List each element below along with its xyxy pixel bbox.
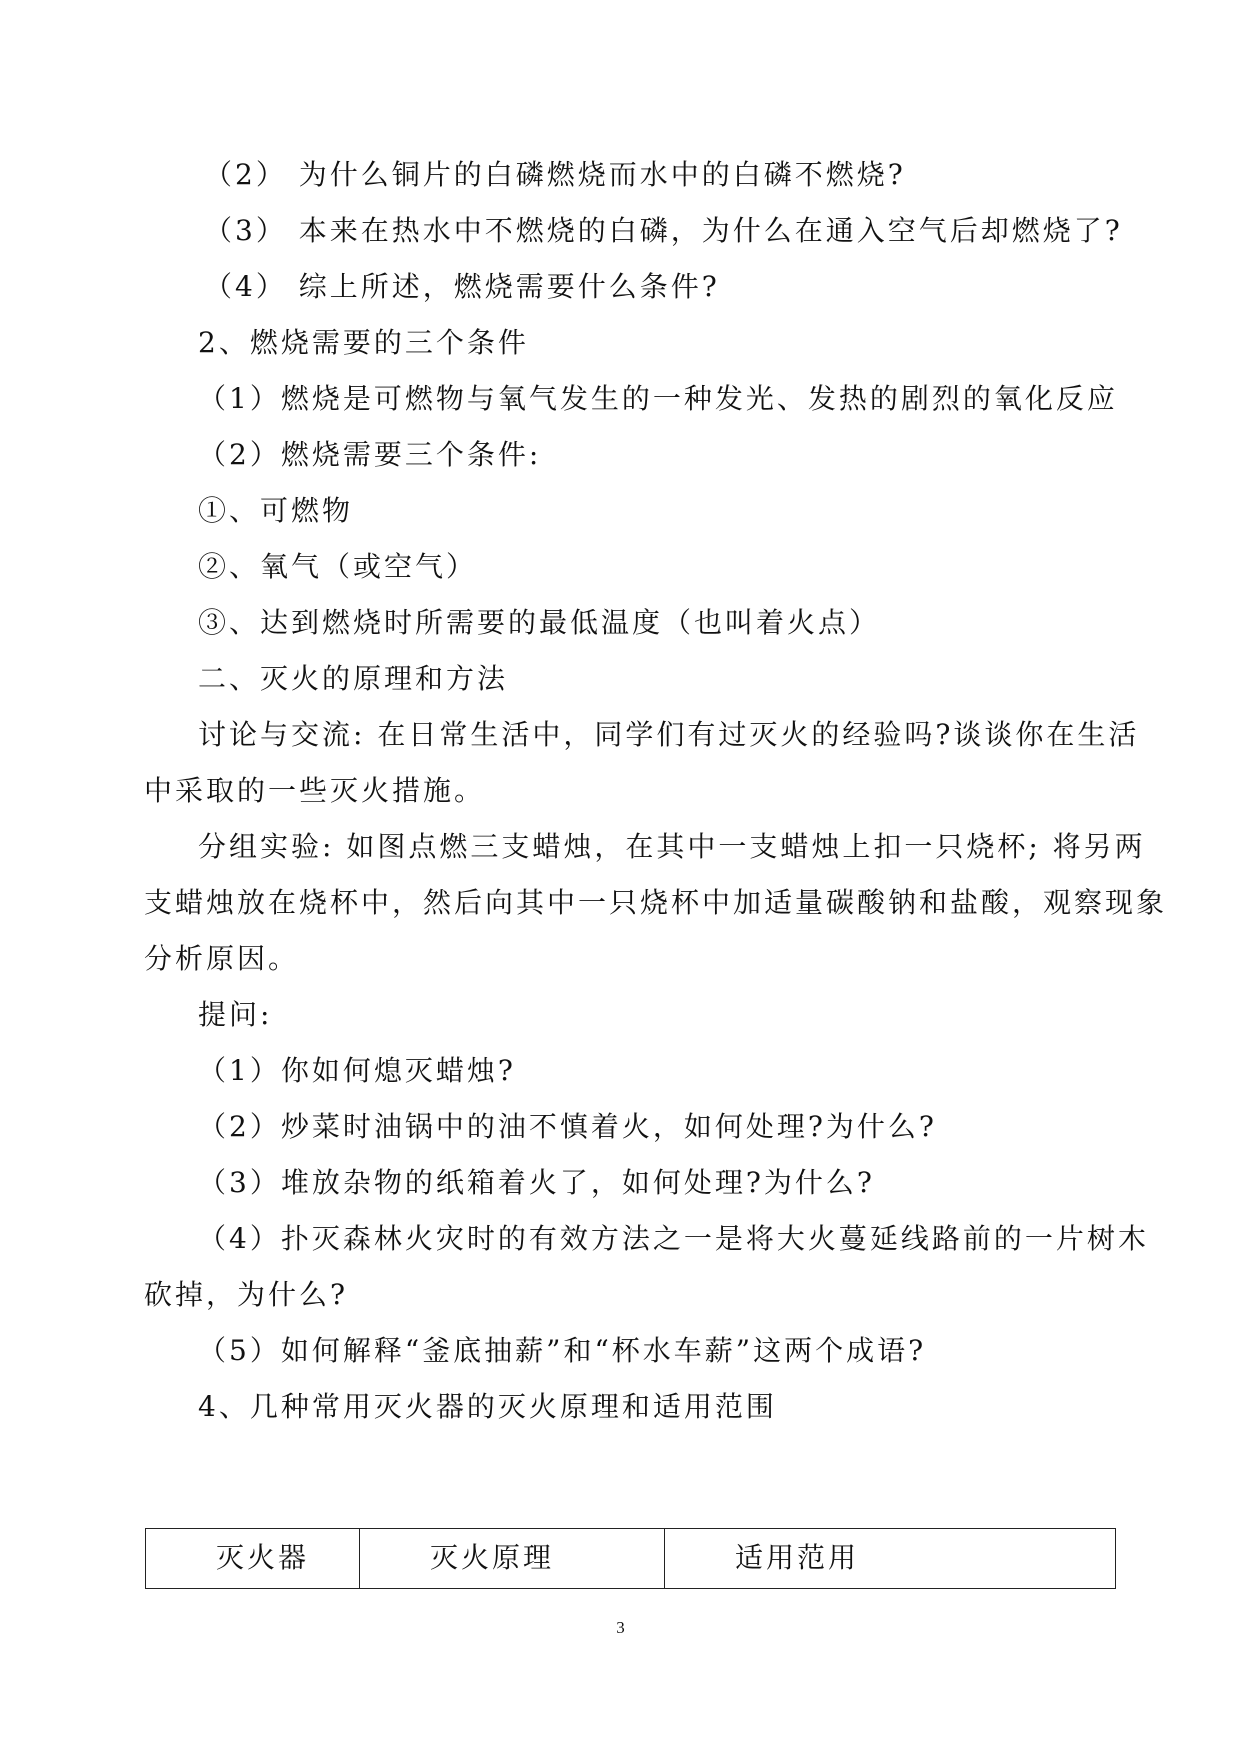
- table-header-cell: [146, 1529, 360, 1588]
- ask-4-line-2: 砍掉，为什么?: [144, 1278, 349, 1311]
- ask-4-line-1: （4）扑灭森林火灾时的有效方法之一是将大火蔓延线路前的一片树木: [198, 1222, 1149, 1255]
- header-principle: 灭火原理: [430, 1541, 555, 1574]
- table-header-cell: [665, 1529, 1115, 1588]
- extinguisher-table: [145, 1528, 1116, 1589]
- definition-combustion: （1）燃烧是可燃物与氧气发生的一种发光、发热的剧烈的氧化反应: [198, 382, 1118, 415]
- question-2: （2） 为什么铜片的白磷燃烧而水中的白磷不燃烧?: [204, 158, 906, 191]
- section-heading-conditions: 2、燃烧需要的三个条件: [198, 326, 529, 359]
- condition-1: ①、可燃物: [198, 494, 354, 527]
- conditions-intro: （2）燃烧需要三个条件:: [198, 438, 542, 471]
- header-scope: 适用范用: [735, 1541, 860, 1574]
- discussion-line-2: 中采取的一些灭火措施。: [144, 774, 486, 807]
- condition-2: ②、氧气（或空气）: [198, 550, 478, 583]
- section-heading-extinguish: 二、灭火的原理和方法: [198, 662, 509, 695]
- ask-2: （2）炒菜时油锅中的油不慎着火，如何处理?为什么?: [198, 1110, 937, 1143]
- questions-heading: 提问:: [198, 998, 273, 1031]
- section-heading-extinguishers: 4、几种常用灭火器的灭火原理和适用范围: [198, 1390, 777, 1423]
- experiment-line-2: 支蜡烛放在烧杯中，然后向其中一只烧杯中加适量碳酸钠和盐酸，观察现象: [144, 886, 1168, 919]
- table-header-cell: [360, 1529, 665, 1588]
- question-4: （4） 综上所述，燃烧需要什么条件?: [204, 270, 720, 303]
- question-3: （3） 本来在热水中不燃烧的白磷，为什么在通入空气后却燃烧了?: [204, 214, 1123, 247]
- ask-3: （3）堆放杂物的纸箱着火了，如何处理?为什么?: [198, 1166, 875, 1199]
- condition-3: ③、达到燃烧时所需要的最低温度（也叫着火点）: [198, 606, 881, 639]
- experiment-line-3: 分析原因。: [144, 942, 300, 975]
- ask-1: （1）你如何熄灭蜡烛?: [198, 1054, 516, 1087]
- header-extinguisher: 灭火器: [216, 1541, 310, 1574]
- page-number: 3: [616, 1618, 625, 1637]
- experiment-line-1: 分组实验: 如图点燃三支蜡烛，在其中一支蜡烛上扣一只烧杯; 将另两: [198, 830, 1146, 863]
- discussion-line-1: 讨论与交流: 在日常生活中，同学们有过灭火的经验吗?谈谈你在生活: [198, 718, 1140, 751]
- ask-5: （5）如何解释“釜底抽薪”和“杯水车薪”这两个成语?: [198, 1334, 927, 1367]
